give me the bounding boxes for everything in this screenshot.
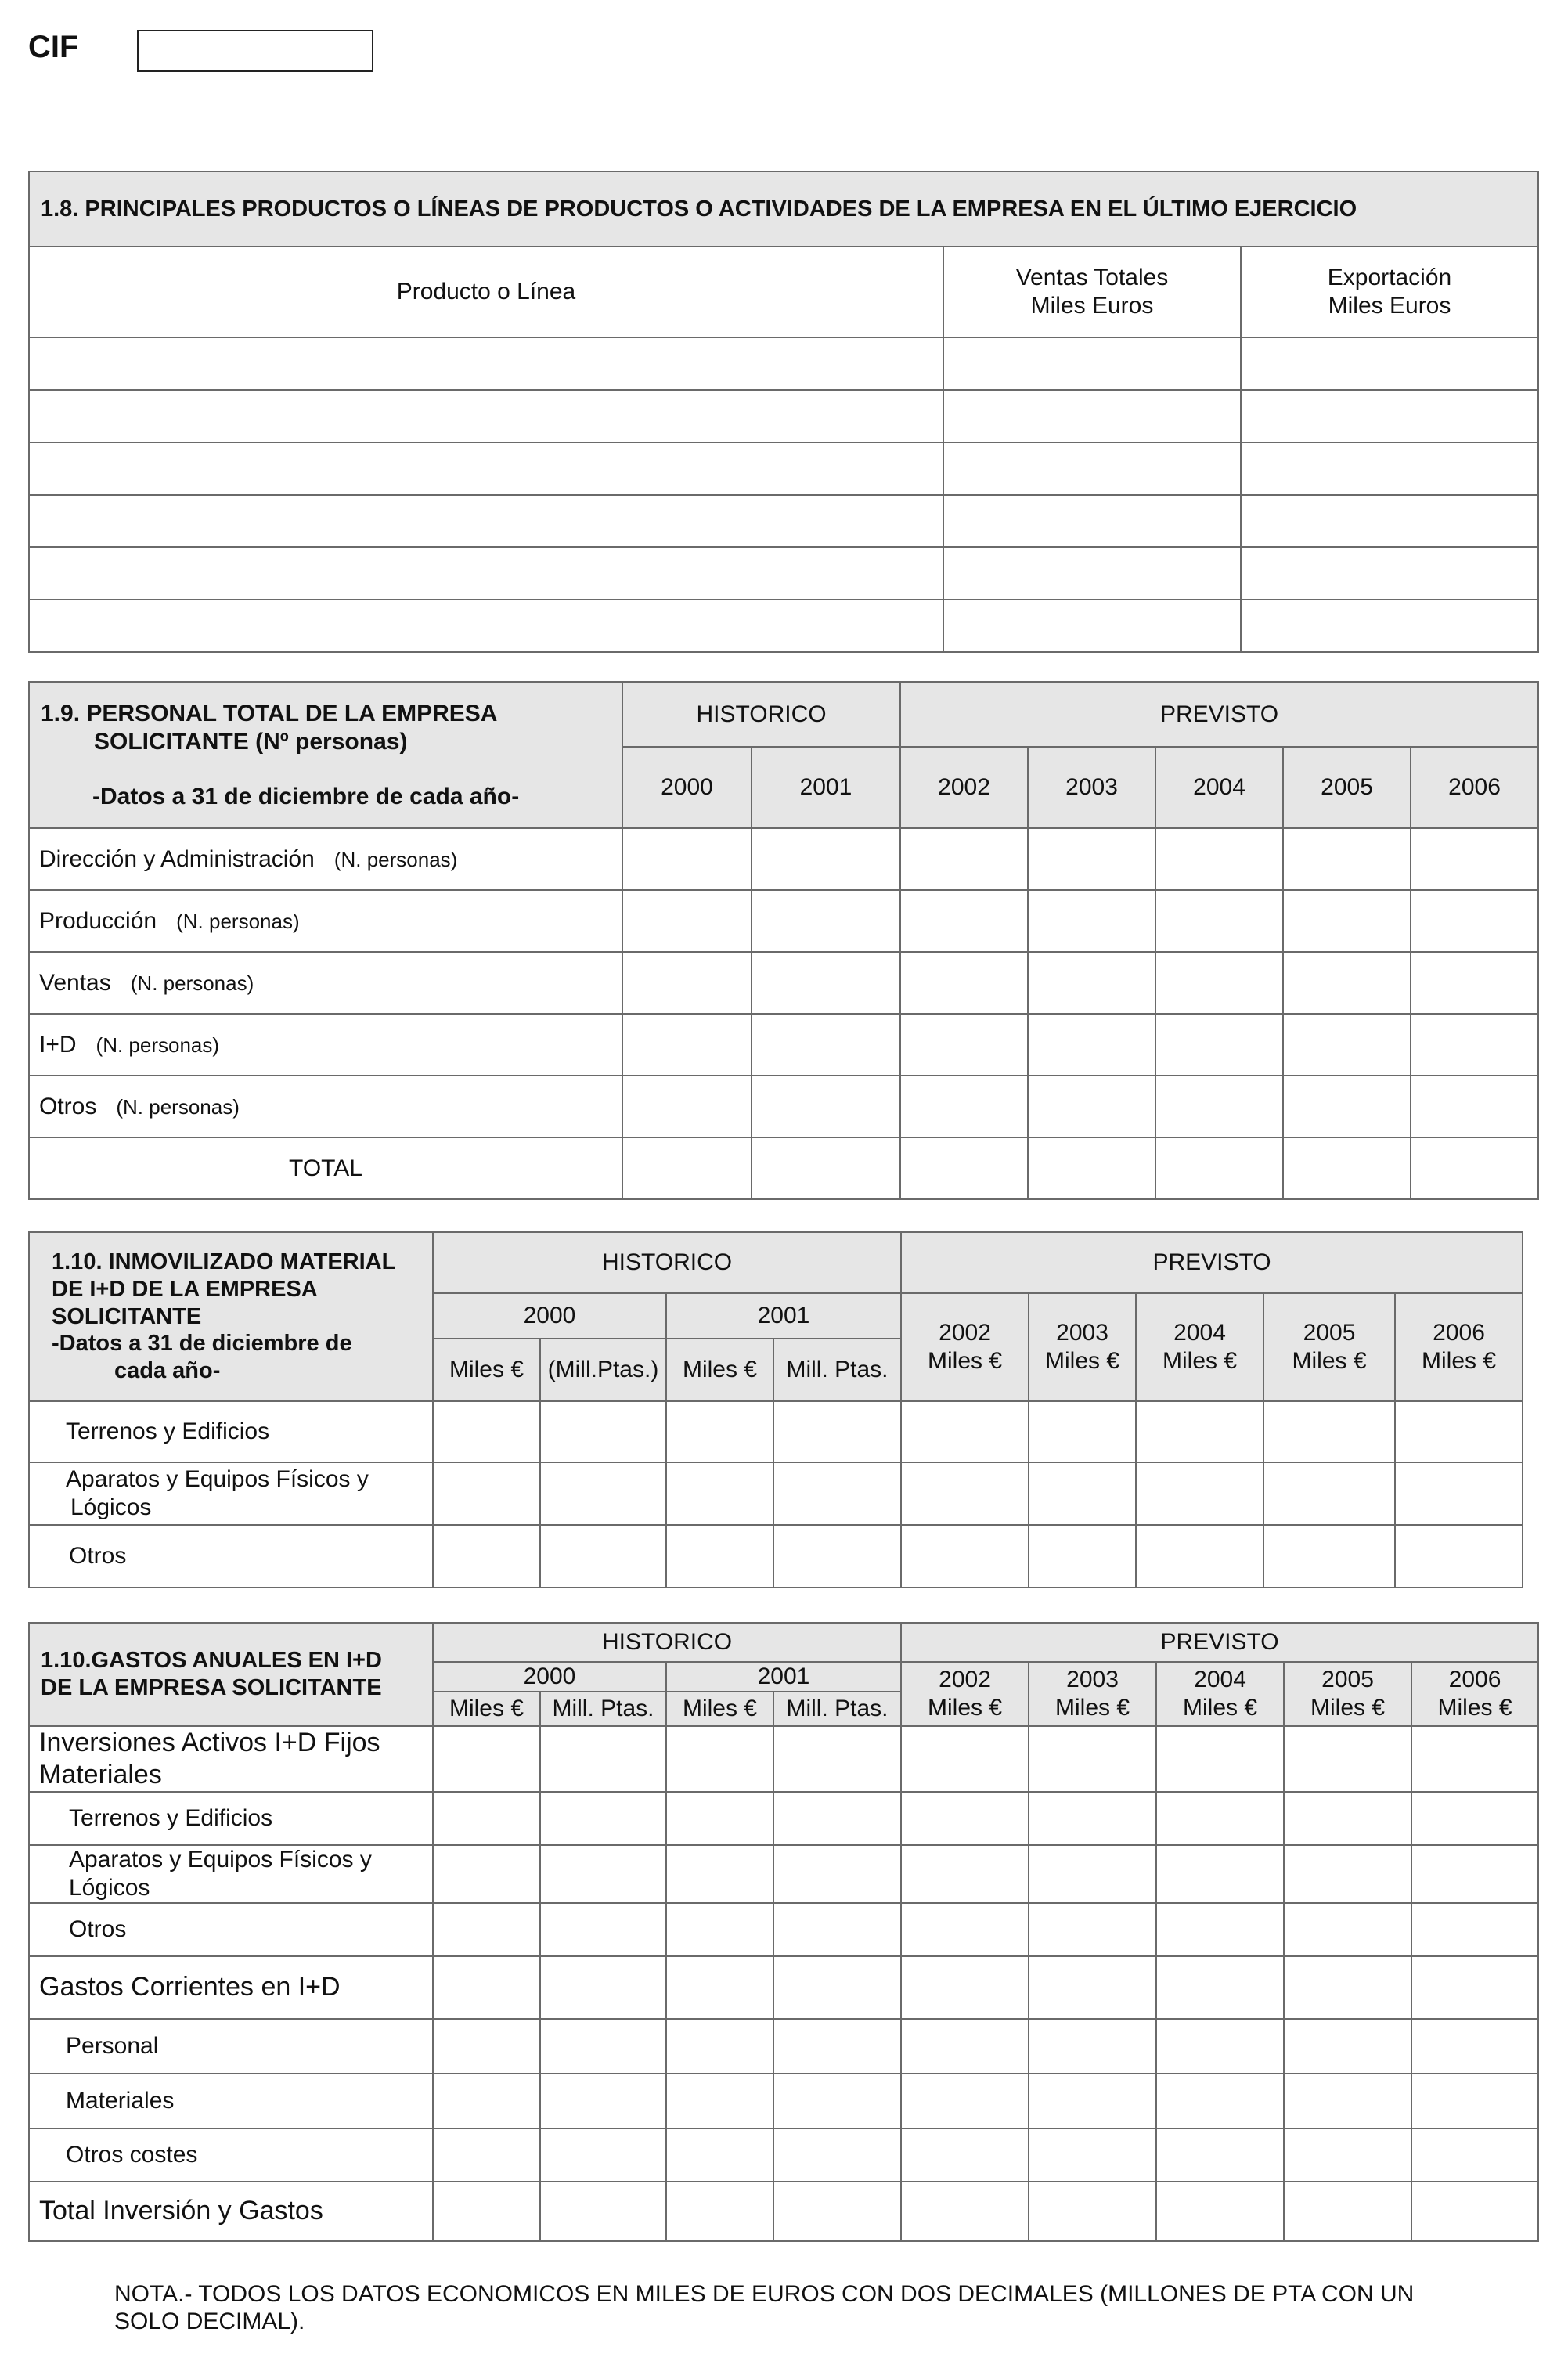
input-cell[interactable] bbox=[1263, 1525, 1395, 1588]
input-cell[interactable] bbox=[1028, 1137, 1155, 1199]
table-row bbox=[29, 1792, 1538, 1845]
input-cell[interactable] bbox=[433, 1525, 540, 1588]
input-cell[interactable] bbox=[752, 952, 900, 1014]
input-cell[interactable] bbox=[1136, 1401, 1263, 1462]
input-cell[interactable] bbox=[666, 1956, 773, 2019]
year-unit-header: 2003 Miles € bbox=[1029, 1293, 1136, 1401]
input-cell[interactable] bbox=[1241, 390, 1538, 442]
row-label: Otros bbox=[29, 1525, 433, 1588]
year-header: 2003 bbox=[1028, 747, 1155, 828]
total-label: Total Inversión y Gastos bbox=[29, 2182, 433, 2241]
cif-field[interactable] bbox=[137, 30, 373, 72]
table-row bbox=[29, 390, 1538, 442]
input-cell[interactable] bbox=[1263, 1462, 1395, 1525]
col-producto-linea: Producto o Línea bbox=[29, 247, 943, 337]
year-unit-header: 2006 Miles € bbox=[1411, 1662, 1538, 1726]
input-cell[interactable] bbox=[773, 1462, 901, 1525]
input-cell[interactable] bbox=[773, 2019, 901, 2074]
input-cell[interactable] bbox=[901, 1462, 1029, 1525]
input-cell[interactable] bbox=[1156, 2182, 1284, 2241]
input-cell[interactable] bbox=[1156, 1792, 1284, 1845]
input-cell[interactable] bbox=[943, 390, 1241, 442]
input-cell[interactable] bbox=[1411, 1076, 1538, 1137]
section-1-8-title: 1.8. PRINCIPALES PRODUCTOS O LÍNEAS DE PRODUCTOS O ACTIVIDADES DE LA EMPRESA EN EL ÚLTIMO EJERCICIO bbox=[29, 171, 1538, 247]
input-cell[interactable] bbox=[1411, 1903, 1538, 1956]
input-cell[interactable] bbox=[1284, 2019, 1411, 2074]
input-cell[interactable] bbox=[1284, 1726, 1411, 1792]
row-label: Producción (N. personas) bbox=[29, 890, 622, 952]
year-header: 2000 bbox=[433, 1293, 666, 1339]
input-cell[interactable] bbox=[943, 337, 1241, 390]
unit-header: Miles € bbox=[666, 1692, 773, 1726]
year-header: 2002 bbox=[900, 747, 1028, 828]
input-cell[interactable] bbox=[1156, 2074, 1284, 2128]
input-cell[interactable] bbox=[433, 2019, 540, 2074]
input-cell[interactable] bbox=[1283, 952, 1411, 1014]
input-cell[interactable] bbox=[1395, 1401, 1523, 1462]
input-cell[interactable] bbox=[1029, 1792, 1156, 1845]
row-label: Ventas (N. personas) bbox=[29, 952, 622, 1014]
input-cell[interactable] bbox=[433, 2074, 540, 2128]
section-1-10-gastos-table bbox=[28, 1622, 1539, 2242]
input-cell[interactable] bbox=[901, 2182, 1029, 2241]
section-1-10-inmovilizado-table bbox=[28, 1231, 1523, 1588]
input-cell[interactable] bbox=[1411, 2182, 1538, 2241]
section-1-9-title: 1.9. PERSONAL TOTAL DE LA EMPRESA SOLICITANTE (Nº personas) -Datos a 31 de diciembre de cada año- bbox=[29, 682, 622, 828]
input-cell[interactable] bbox=[433, 1903, 540, 1956]
input-cell[interactable] bbox=[1411, 1792, 1538, 1845]
unit-header: Miles € bbox=[666, 1339, 773, 1401]
input-cell[interactable] bbox=[1136, 1525, 1263, 1588]
input-cell[interactable] bbox=[1411, 2074, 1538, 2128]
input-cell[interactable] bbox=[773, 2128, 901, 2182]
input-cell[interactable] bbox=[1241, 337, 1538, 390]
input-cell[interactable] bbox=[1411, 2019, 1538, 2074]
input-cell[interactable] bbox=[752, 828, 900, 890]
input-cell[interactable] bbox=[1029, 2074, 1156, 2128]
input-cell[interactable] bbox=[666, 1845, 773, 1903]
input-cell[interactable] bbox=[901, 2074, 1029, 2128]
input-cell[interactable] bbox=[773, 1903, 901, 1956]
input-cell[interactable] bbox=[622, 1137, 752, 1199]
table-row bbox=[29, 2074, 1538, 2128]
input-cell[interactable] bbox=[1284, 1956, 1411, 2019]
input-cell[interactable] bbox=[901, 1726, 1029, 1792]
input-cell[interactable] bbox=[1284, 2182, 1411, 2241]
input-cell[interactable] bbox=[666, 1462, 773, 1525]
year-header: 2000 bbox=[433, 1662, 666, 1692]
input-cell[interactable] bbox=[1411, 1956, 1538, 2019]
input-cell[interactable] bbox=[666, 2019, 773, 2074]
col-ventas-totales: Ventas Totales Miles Euros bbox=[943, 247, 1241, 337]
table-row bbox=[29, 495, 1538, 547]
input-cell[interactable] bbox=[1156, 1903, 1284, 1956]
input-cell[interactable] bbox=[433, 1726, 540, 1792]
input-cell[interactable] bbox=[540, 2074, 666, 2128]
input-cell[interactable] bbox=[666, 1792, 773, 1845]
input-cell[interactable] bbox=[1155, 952, 1283, 1014]
table-row bbox=[29, 1525, 1523, 1588]
input-cell[interactable] bbox=[433, 2182, 540, 2241]
input-cell[interactable] bbox=[1155, 1014, 1283, 1076]
table-row bbox=[29, 1137, 1538, 1199]
year-unit-header: 2006 Miles € bbox=[1395, 1293, 1523, 1401]
input-cell[interactable] bbox=[1029, 1845, 1156, 1903]
input-cell[interactable] bbox=[1156, 1726, 1284, 1792]
input-cell[interactable] bbox=[1029, 1525, 1136, 1588]
input-cell[interactable] bbox=[901, 1792, 1029, 1845]
year-header: 2001 bbox=[752, 747, 900, 828]
historico-header: HISTORICO bbox=[433, 1623, 901, 1662]
row-label: Inversiones Activos I+D Fijos Materiales bbox=[29, 1726, 433, 1792]
table-row bbox=[29, 1956, 1538, 2019]
input-cell[interactable] bbox=[943, 495, 1241, 547]
input-cell[interactable] bbox=[540, 1401, 666, 1462]
historico-header: HISTORICO bbox=[433, 1232, 901, 1293]
section-1-8-table bbox=[28, 171, 1539, 653]
year-header: 2000 bbox=[622, 747, 752, 828]
row-label: Gastos Corrientes en I+D bbox=[29, 1956, 433, 2019]
input-cell[interactable] bbox=[540, 1903, 666, 1956]
input-cell[interactable] bbox=[1284, 2074, 1411, 2128]
input-cell[interactable] bbox=[1411, 890, 1538, 952]
section-1-9-table bbox=[28, 681, 1539, 1200]
previsto-header: PREVISTO bbox=[900, 682, 1538, 747]
table-row bbox=[29, 1076, 1538, 1137]
input-cell[interactable] bbox=[1263, 1401, 1395, 1462]
table-row bbox=[29, 952, 1538, 1014]
input-cell[interactable] bbox=[433, 1845, 540, 1903]
input-cell[interactable] bbox=[433, 1956, 540, 2019]
unit-header: Mill. Ptas. bbox=[773, 1692, 901, 1726]
table-row bbox=[29, 890, 1538, 952]
input-cell[interactable] bbox=[622, 952, 752, 1014]
input-cell[interactable] bbox=[666, 1903, 773, 1956]
year-unit-header: 2005 Miles € bbox=[1263, 1293, 1395, 1401]
row-label: Dirección y Administración (N. personas) bbox=[29, 828, 622, 890]
input-cell[interactable] bbox=[622, 1014, 752, 1076]
year-unit-header: 2004 Miles € bbox=[1156, 1662, 1284, 1726]
input-cell[interactable] bbox=[773, 1845, 901, 1903]
input-cell[interactable] bbox=[901, 1956, 1029, 2019]
input-cell[interactable] bbox=[29, 495, 943, 547]
input-cell[interactable] bbox=[1283, 1076, 1411, 1137]
input-cell[interactable] bbox=[540, 2128, 666, 2182]
input-cell[interactable] bbox=[29, 337, 943, 390]
unit-header: (Mill.Ptas.) bbox=[540, 1339, 666, 1401]
input-cell[interactable] bbox=[666, 1726, 773, 1792]
nota-text: NOTA.- TODOS LOS DATOS ECONOMICOS EN MILES DE EUROS CON DOS DECIMALES (MILLONES DE PTA CON UN SOLO DECIMAL). bbox=[114, 2281, 1415, 2334]
section-1-10-gastos-title: 1.10.GASTOS ANUALES EN I+D DE LA EMPRESA SOLICITANTE bbox=[29, 1623, 433, 1726]
input-cell[interactable] bbox=[773, 1525, 901, 1588]
input-cell[interactable] bbox=[1029, 1462, 1136, 1525]
input-cell[interactable] bbox=[900, 890, 1028, 952]
input-cell[interactable] bbox=[901, 2019, 1029, 2074]
input-cell[interactable] bbox=[900, 952, 1028, 1014]
input-cell[interactable] bbox=[622, 828, 752, 890]
input-cell[interactable] bbox=[1156, 2019, 1284, 2074]
row-label: Materiales bbox=[29, 2074, 433, 2128]
year-header: 2005 bbox=[1283, 747, 1411, 828]
input-cell[interactable] bbox=[540, 1462, 666, 1525]
input-cell[interactable] bbox=[1395, 1462, 1523, 1525]
table-row bbox=[29, 2128, 1538, 2182]
input-cell[interactable] bbox=[1156, 2128, 1284, 2182]
input-cell[interactable] bbox=[1029, 1956, 1156, 2019]
input-cell[interactable] bbox=[1241, 547, 1538, 600]
input-cell[interactable] bbox=[1029, 2019, 1156, 2074]
table-row bbox=[29, 2182, 1538, 2241]
historico-header: HISTORICO bbox=[622, 682, 900, 747]
input-cell[interactable] bbox=[1028, 1076, 1155, 1137]
input-cell[interactable] bbox=[540, 1726, 666, 1792]
unit-header: Miles € bbox=[433, 1692, 540, 1726]
input-cell[interactable] bbox=[773, 2182, 901, 2241]
input-cell[interactable] bbox=[1155, 890, 1283, 952]
input-cell[interactable] bbox=[773, 2074, 901, 2128]
input-cell[interactable] bbox=[1284, 1903, 1411, 1956]
input-cell[interactable] bbox=[752, 890, 900, 952]
row-label: I+D (N. personas) bbox=[29, 1014, 622, 1076]
input-cell[interactable] bbox=[433, 1462, 540, 1525]
input-cell[interactable] bbox=[1241, 495, 1538, 547]
input-cell[interactable] bbox=[773, 1956, 901, 2019]
table-row bbox=[29, 1014, 1538, 1076]
input-cell[interactable] bbox=[1283, 828, 1411, 890]
year-header: 2006 bbox=[1411, 747, 1538, 828]
input-cell[interactable] bbox=[1241, 600, 1538, 652]
table-row bbox=[29, 547, 1538, 600]
previsto-header: PREVISTO bbox=[901, 1232, 1523, 1293]
input-cell[interactable] bbox=[666, 2128, 773, 2182]
input-cell[interactable] bbox=[1283, 1014, 1411, 1076]
input-cell[interactable] bbox=[900, 1076, 1028, 1137]
unit-header: Mill. Ptas. bbox=[773, 1339, 901, 1401]
input-cell[interactable] bbox=[752, 1076, 900, 1137]
input-cell[interactable] bbox=[1028, 828, 1155, 890]
input-cell[interactable] bbox=[1029, 1903, 1156, 1956]
input-cell[interactable] bbox=[943, 547, 1241, 600]
input-cell[interactable] bbox=[1029, 1401, 1136, 1462]
year-header: 2004 bbox=[1155, 747, 1283, 828]
table-row bbox=[29, 1401, 1523, 1462]
row-label: Aparatos y Equipos Físicos y Lógicos bbox=[29, 1462, 433, 1525]
input-cell[interactable] bbox=[1284, 1845, 1411, 1903]
year-unit-header: 2002 Miles € bbox=[901, 1293, 1029, 1401]
input-cell[interactable] bbox=[1156, 1845, 1284, 1903]
input-cell[interactable] bbox=[1241, 442, 1538, 495]
input-cell[interactable] bbox=[901, 2128, 1029, 2182]
input-cell[interactable] bbox=[1283, 890, 1411, 952]
year-unit-header: 2002 Miles € bbox=[901, 1662, 1029, 1726]
input-cell[interactable] bbox=[433, 1401, 540, 1462]
input-cell[interactable] bbox=[1028, 890, 1155, 952]
input-cell[interactable] bbox=[540, 1525, 666, 1588]
cif-label: CIF bbox=[28, 30, 79, 64]
input-cell[interactable] bbox=[943, 600, 1241, 652]
input-cell[interactable] bbox=[1411, 828, 1538, 890]
input-cell[interactable] bbox=[1028, 952, 1155, 1014]
row-label: Otros bbox=[29, 1903, 433, 1956]
input-cell[interactable] bbox=[1155, 1137, 1283, 1199]
table-row bbox=[29, 2019, 1538, 2074]
input-cell[interactable] bbox=[1136, 1462, 1263, 1525]
input-cell[interactable] bbox=[1028, 1014, 1155, 1076]
input-cell[interactable] bbox=[29, 547, 943, 600]
input-cell[interactable] bbox=[900, 1014, 1028, 1076]
input-cell[interactable] bbox=[29, 600, 943, 652]
input-cell[interactable] bbox=[622, 890, 752, 952]
input-cell[interactable] bbox=[433, 2128, 540, 2182]
table-row bbox=[29, 600, 1538, 652]
input-cell[interactable] bbox=[900, 828, 1028, 890]
input-cell[interactable] bbox=[752, 1137, 900, 1199]
input-cell[interactable] bbox=[29, 442, 943, 495]
input-cell[interactable] bbox=[901, 1525, 1029, 1588]
input-cell[interactable] bbox=[901, 1845, 1029, 1903]
input-cell[interactable] bbox=[752, 1014, 900, 1076]
input-cell[interactable] bbox=[943, 442, 1241, 495]
table-row bbox=[29, 1726, 1538, 1792]
table-row bbox=[29, 828, 1538, 890]
input-cell[interactable] bbox=[540, 1845, 666, 1903]
table-row bbox=[29, 1903, 1538, 1956]
year-header: 2001 bbox=[666, 1293, 901, 1339]
year-header: 2001 bbox=[666, 1662, 901, 1692]
input-cell[interactable] bbox=[1411, 1014, 1538, 1076]
input-cell[interactable] bbox=[1411, 1137, 1538, 1199]
input-cell[interactable] bbox=[1395, 1525, 1523, 1588]
input-cell[interactable] bbox=[666, 1401, 773, 1462]
input-cell[interactable] bbox=[666, 2074, 773, 2128]
row-label: Terrenos y Edificios bbox=[29, 1401, 433, 1462]
input-cell[interactable] bbox=[1411, 2128, 1538, 2182]
input-cell[interactable] bbox=[1155, 1076, 1283, 1137]
input-cell[interactable] bbox=[1156, 1956, 1284, 2019]
table-row bbox=[29, 337, 1538, 390]
input-cell[interactable] bbox=[540, 2019, 666, 2074]
input-cell[interactable] bbox=[540, 1792, 666, 1845]
input-cell[interactable] bbox=[1029, 2182, 1156, 2241]
row-label: Otros (N. personas) bbox=[29, 1076, 622, 1137]
input-cell[interactable] bbox=[1411, 1726, 1538, 1792]
input-cell[interactable] bbox=[1284, 1792, 1411, 1845]
input-cell[interactable] bbox=[773, 1792, 901, 1845]
input-cell[interactable] bbox=[666, 1525, 773, 1588]
input-cell[interactable] bbox=[433, 1792, 540, 1845]
input-cell[interactable] bbox=[773, 1401, 901, 1462]
input-cell[interactable] bbox=[1029, 1726, 1156, 1792]
section-1-10-title: 1.10. INMOVILIZADO MATERIAL DE I+D DE LA EMPRESA SOLICITANTE -Datos a 31 de diciembre de cada año- bbox=[29, 1232, 433, 1401]
row-label: Personal bbox=[29, 2019, 433, 2074]
row-label: Aparatos y Equipos Físicos y Lógicos bbox=[29, 1845, 433, 1903]
input-cell[interactable] bbox=[773, 1726, 901, 1792]
input-cell[interactable] bbox=[1411, 1845, 1538, 1903]
table-row bbox=[29, 442, 1538, 495]
year-unit-header: 2005 Miles € bbox=[1284, 1662, 1411, 1726]
input-cell[interactable] bbox=[900, 1137, 1028, 1199]
input-cell[interactable] bbox=[622, 1076, 752, 1137]
input-cell[interactable] bbox=[1029, 2128, 1156, 2182]
unit-header: Miles € bbox=[433, 1339, 540, 1401]
input-cell[interactable] bbox=[540, 1956, 666, 2019]
input-cell[interactable] bbox=[666, 2182, 773, 2241]
col-exportacion: Exportación Miles Euros bbox=[1241, 247, 1538, 337]
row-label: Otros costes bbox=[29, 2128, 433, 2182]
total-label: TOTAL bbox=[29, 1137, 622, 1199]
input-cell[interactable] bbox=[1283, 1137, 1411, 1199]
year-unit-header: 2003 Miles € bbox=[1029, 1662, 1156, 1726]
table-row bbox=[29, 1845, 1538, 1903]
input-cell[interactable] bbox=[29, 390, 943, 442]
input-cell[interactable] bbox=[540, 2182, 666, 2241]
input-cell[interactable] bbox=[901, 1401, 1029, 1462]
year-unit-header: 2004 Miles € bbox=[1136, 1293, 1263, 1401]
input-cell[interactable] bbox=[901, 1903, 1029, 1956]
row-label: Terrenos y Edificios bbox=[29, 1792, 433, 1845]
input-cell[interactable] bbox=[1411, 952, 1538, 1014]
input-cell[interactable] bbox=[1155, 828, 1283, 890]
previsto-header: PREVISTO bbox=[901, 1623, 1538, 1662]
table-row bbox=[29, 1462, 1523, 1525]
unit-header: Mill. Ptas. bbox=[540, 1692, 666, 1726]
input-cell[interactable] bbox=[1284, 2128, 1411, 2182]
